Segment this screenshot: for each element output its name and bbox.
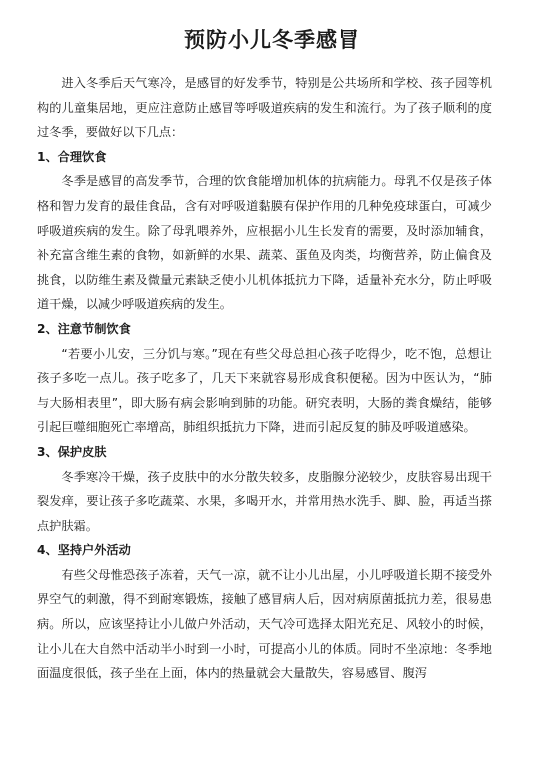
- section-body-skin-care: 冬季寒冷干燥，孩子皮肤中的水分散失较多，皮脂腺分泌较少，皮肤容易出现干裂发痒，要让孩子多吃蔬菜、水果，多喝开水，并常用热水洗手、脚、脸，再适当搽点护肤霜。: [37, 469, 492, 533]
- section-body-outdoor-activity: 有些父母惟恐孩子冻着，天气一凉，就不让小儿出屋，小儿呼吸道长期不接受外界空气的刺激，得不到耐寒锻炼，接触了感冒病人后，因对病原菌抵抗力差，很易患病。所以，应该坚持让小儿做户外活动，天气冷可选择太阳光充足、风较小的时候，让小儿在大自然中活动半小时到一小时，可提高小儿的体质。同时不坐凉地：冬季地面温度很低，孩子坐在上面，体内的热量就会大量散失，容易感冒、腹泻: [37, 567, 492, 681]
- intro-paragraph: 进入冬季后天气寒冷，是感冒的好发季节，特别是公共场所和学校、孩子园等机构的儿童集居地，更应注意防止感冒等呼吸道疾病的发生和流行。为了孩子顺利的度过冬季，要做好以下几点：: [37, 76, 492, 140]
- document-body: [37, 71, 492, 686]
- section-heading-moderate-eating: 2、注意节制饮食: [37, 321, 131, 336]
- section-heading-outdoor-activity: 4、坚持户外活动: [37, 543, 131, 558]
- section-body-moderate-eating: “若要小儿安，三分饥与寒。”现在有些父母总担心孩子吃得少，吃不饱，总想让孩子多吃一点儿。孩子吃多了，几天下来就容易形成食积便秘。因为中医认为，“肺与大肠相表里”，即大肠有病会影响到肺的功能。研究表明，大肠的粪食燥结，能够引起巨噬细胞死亡率增高，肺组织抵抗力下降，进而引起反复的肺及呼吸道感染。: [37, 346, 492, 435]
- section-body-diet: 冬季是感冒的高发季节，合理的饮食能增加机体的抗病能力。母乳不仅是孩子体格和智力发育的最佳食品，含有对呼吸道黏膜有保护作用的几种免疫球蛋白，可减少呼吸道疾病的发生。除了母乳喂养外，应根据小儿生长发育的需要，及时添加辅食，补充富含维生素的食物，如新鲜的水果、蔬菜、蛋鱼及肉类，均衡营养，防止偏食及挑食，以防维生素及微量元素缺乏使小儿机体抵抗力下降，适量补充水分，防止呼吸道干燥，以减少呼吸道疾病的发生。: [37, 174, 492, 312]
- section-heading-skin-care: 3、保护皮肤: [37, 444, 107, 459]
- document-title: 预防小儿冬季感冒: [184, 27, 360, 52]
- section-heading-diet: 1、合理饮食: [37, 149, 107, 164]
